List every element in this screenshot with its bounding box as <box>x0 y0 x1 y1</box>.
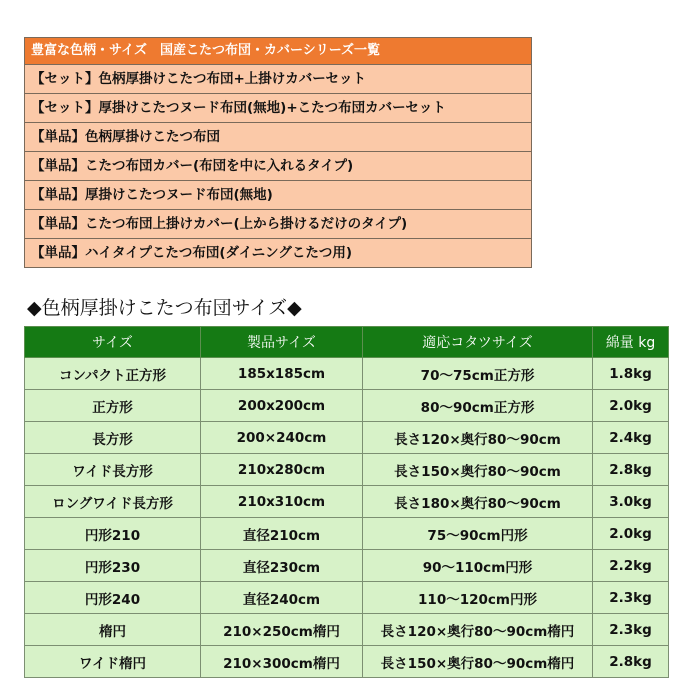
series-link-single-futon-cover[interactable]: 【単品】こたつ布団カバー(布団を中に入れるタイプ) <box>25 152 531 181</box>
series-list <box>24 37 532 268</box>
cell-product-size: 185x185cm <box>201 358 363 390</box>
header-product-size: 製品サイズ <box>201 327 363 358</box>
series-link-set-nude-cover[interactable]: 【セット】厚掛けこたつヌード布団(無地)+こたつ布団カバーセット <box>25 94 531 123</box>
cell-cotton-weight: 2.0kg <box>593 518 669 550</box>
table-row <box>25 582 669 614</box>
cell-product-size: 210x310cm <box>201 486 363 518</box>
series-link-set-pattern-cover[interactable]: 【セット】色柄厚掛けこたつ布団+上掛けカバーセット <box>25 65 531 94</box>
table-row <box>25 358 669 390</box>
cell-size: 円形210 <box>25 518 201 550</box>
cell-cotton-weight: 2.3kg <box>593 582 669 614</box>
cell-size: ロングワイド長方形 <box>25 486 201 518</box>
cell-size: 長方形 <box>25 422 201 454</box>
cell-product-size: 200×240cm <box>201 422 363 454</box>
cell-size: 楕円 <box>25 614 201 646</box>
cell-kotatsu-size: 70～75cm正方形 <box>363 358 593 390</box>
table-header-row <box>25 327 669 358</box>
table-row <box>25 614 669 646</box>
header-size: サイズ <box>25 327 201 358</box>
series-list-header: 豊富な色柄・サイズ 国産こたつ布団・カバーシリーズ一覧 <box>25 38 531 65</box>
cell-cotton-weight: 3.0kg <box>593 486 669 518</box>
table-row <box>25 486 669 518</box>
table-row <box>25 550 669 582</box>
cell-size: 円形230 <box>25 550 201 582</box>
cell-kotatsu-size: 長さ120×奥行80～90cm <box>363 422 593 454</box>
cell-cotton-weight: 2.2kg <box>593 550 669 582</box>
cell-product-size: 直径230cm <box>201 550 363 582</box>
cell-kotatsu-size: 110～120cm円形 <box>363 582 593 614</box>
table-row <box>25 646 669 678</box>
cell-size: ワイド楕円 <box>25 646 201 678</box>
cell-size: 円形240 <box>25 582 201 614</box>
cell-cotton-weight: 2.8kg <box>593 646 669 678</box>
cell-kotatsu-size: 長さ120×奥行80～90cm楕円 <box>363 614 593 646</box>
cell-product-size: 210x280cm <box>201 454 363 486</box>
series-link-single-high-type[interactable]: 【単品】ハイタイプこたつ布団(ダイニングこたつ用) <box>31 245 353 261</box>
cell-size: ワイド長方形 <box>25 454 201 486</box>
table-row <box>25 518 669 550</box>
cell-kotatsu-size: 長さ150×奥行80～90cm <box>363 454 593 486</box>
series-link-single-nude-futon[interactable]: 【単品】厚掛けこたつヌード布団(無地) <box>25 181 531 210</box>
cell-cotton-weight: 2.4kg <box>593 422 669 454</box>
cell-product-size: 200x200cm <box>201 390 363 422</box>
cell-kotatsu-size: 長さ180×奥行80～90cm <box>363 486 593 518</box>
cell-product-size: 直径210cm <box>201 518 363 550</box>
table-row <box>25 454 669 486</box>
cell-product-size: 210×250cm楕円 <box>201 614 363 646</box>
cell-kotatsu-size: 80～90cm正方形 <box>363 390 593 422</box>
cell-product-size: 直径240cm <box>201 582 363 614</box>
cell-cotton-weight: 1.8kg <box>593 358 669 390</box>
table-row <box>25 422 669 454</box>
header-kotatsu-size: 適応コタツサイズ <box>363 327 593 358</box>
series-link-single-over-cover[interactable]: 【単品】こたつ布団上掛けカバー(上から掛けるだけのタイプ) <box>25 210 531 239</box>
cell-cotton-weight: 2.3kg <box>593 614 669 646</box>
header-cotton-weight: 綿量 kg <box>593 327 669 358</box>
cell-size: 正方形 <box>25 390 201 422</box>
size-table <box>24 326 669 678</box>
table-row <box>25 390 669 422</box>
cell-kotatsu-size: 75～90cm円形 <box>363 518 593 550</box>
size-section-title: ◆色柄厚掛けこたつ布団サイズ◆ <box>27 297 302 319</box>
cell-kotatsu-size: 90～110cm円形 <box>363 550 593 582</box>
cell-cotton-weight: 2.8kg <box>593 454 669 486</box>
cell-cotton-weight: 2.0kg <box>593 390 669 422</box>
cell-size: コンパクト正方形 <box>25 358 201 390</box>
cell-kotatsu-size: 長さ150×奥行80～90cm楕円 <box>363 646 593 678</box>
cell-product-size: 210×300cm楕円 <box>201 646 363 678</box>
series-link-single-pattern-futon[interactable]: 【単品】色柄厚掛けこたつ布団 <box>25 123 531 152</box>
